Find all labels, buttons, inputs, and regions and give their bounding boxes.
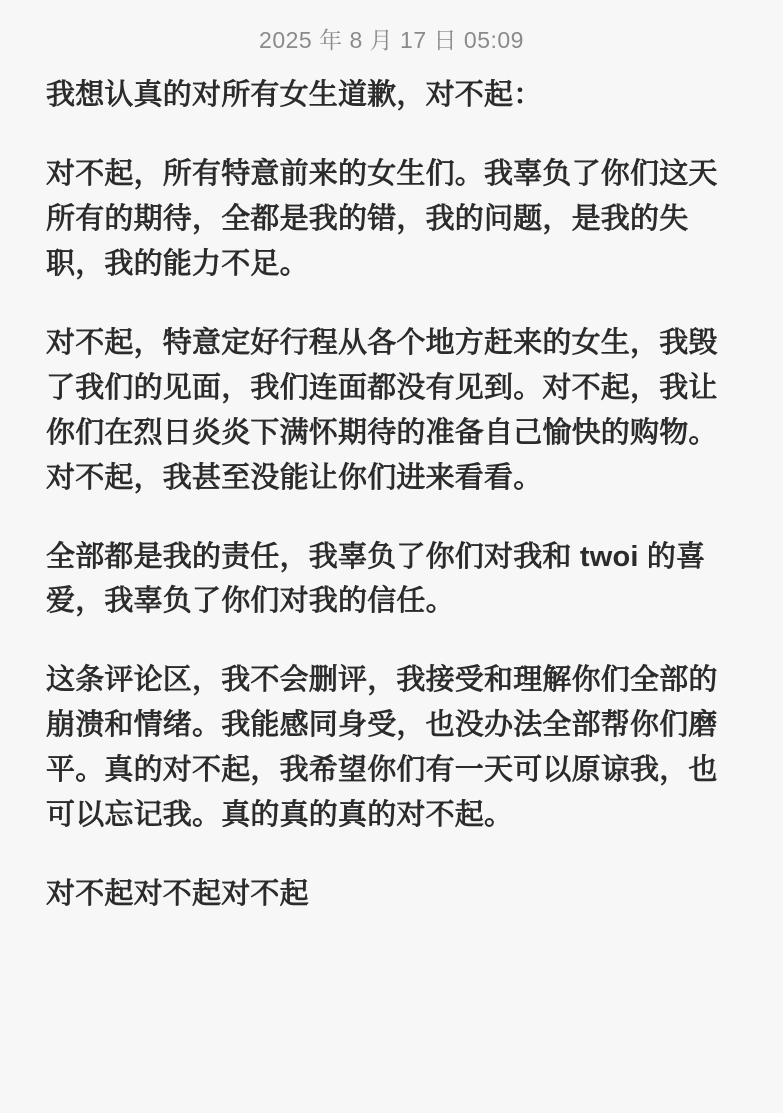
- post-body: [46, 73, 737, 917]
- post-paragraph: 这条评论区，我不会删评，我接受和理解你们全部的崩溃和情绪。我能感同身受，也没办法全部帮你们磨平。真的对不起，我希望你们有一天可以原谅我，也可以忘记我。真的真的真的对不起。: [46, 664, 718, 832]
- post-paragraph: 全部都是我的责任，我辜负了你们对我和 twoi 的喜爱，我辜负了你们对我的信任。: [46, 540, 706, 618]
- post-paragraph: 我想认真的对所有女生道歉，对不起：: [46, 79, 543, 111]
- post-timestamp: 2025 年 8 月 17 日 05:09: [259, 27, 524, 53]
- post-paragraph: 对不起，所有特意前来的女生们。我辜负了你们这天所有的期待，全都是我的错，我的问题，是我的失职，我的能力不足。: [46, 157, 718, 280]
- post-paragraph: 对不起，特意定好行程从各个地方赶来的女生，我毁了我们的见面，我们连面都没有见到。对不起，我让你们在烈日炎炎下满怀期待的准备自己愉快的购物。对不起，我甚至没能让你们进来看看。: [46, 326, 718, 494]
- post-paragraph: 对不起对不起对不起: [46, 878, 309, 911]
